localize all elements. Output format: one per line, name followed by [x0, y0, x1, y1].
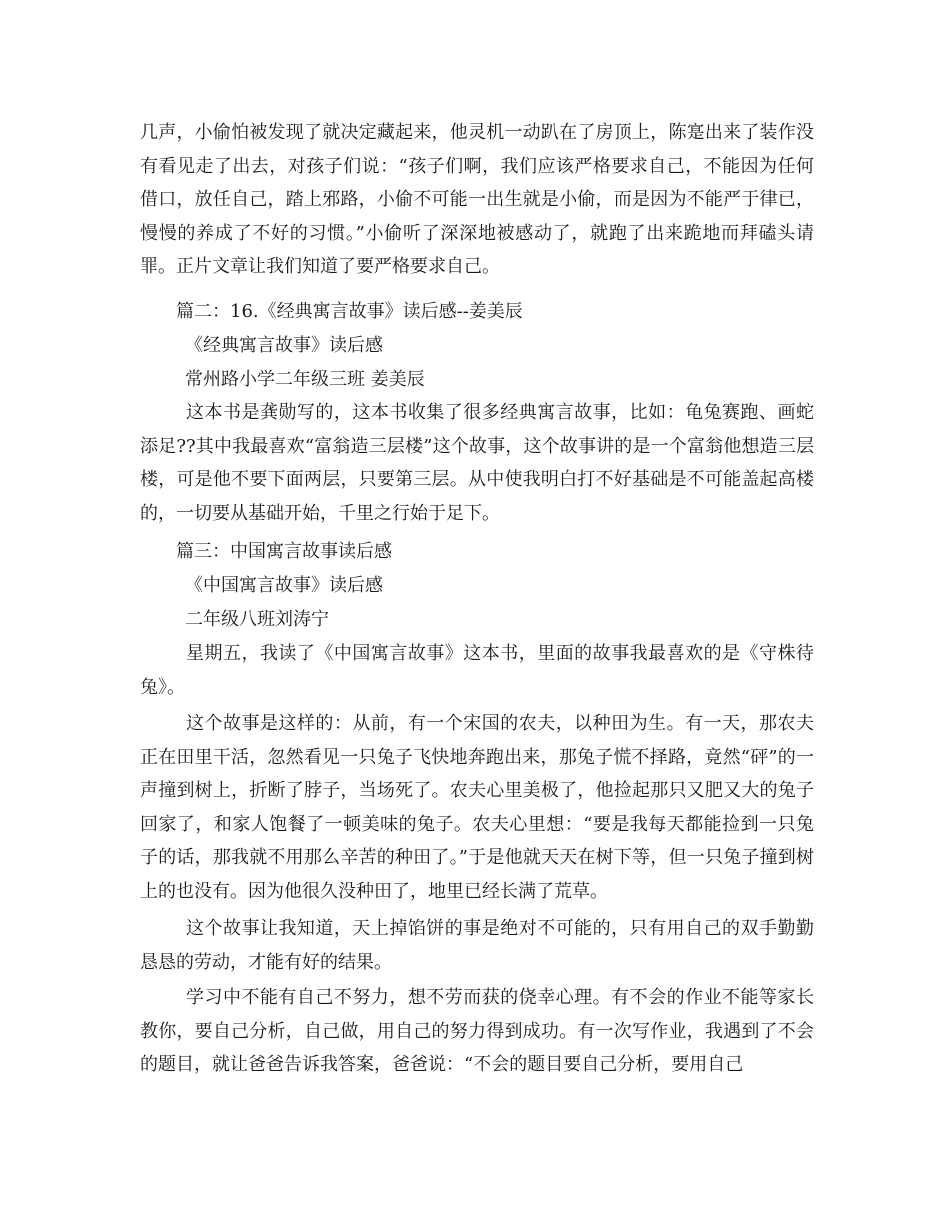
article-author: 常州路小学二年级三班 姜美辰	[185, 369, 425, 390]
body-paragraph: 这个故事是这样的：从前，有一个宋国的农夫，以种田为生。有一天，那农夫正在田里干活，忽然看见一只兔子飞快地奔跑出来，那兔子慌不择路，竟然“砰”的一声撞到树上，折断了脖子，当场死了。农夫心里美极了，他捡起那只又肥又大的兔子回家了，和家人饱餐了一顿美味的兔子。农夫心里想：“要是我每天都能捡到一只兔子的话，那我就不用那么辛苦的种田了。”于是他就天天在树下等，但一只兔子撞到树上的也没有。因为他很久没种田了，地里已经长满了荒草。	[140, 713, 814, 902]
section-heading: 篇二：16.《经典寓言故事》读后感--姜美辰	[176, 301, 523, 322]
body-paragraph: 学习中不能有自己不努力，想不劳而获的侥幸心理。有不会的作业不能等家长教你，要自己分析，自己做，用自己的努力得到成功。有一次写作业，我遇到了不会的题目，就让爸爸告诉我答案，爸爸说：“不会的题目要自己分析，要用自己	[140, 987, 814, 1075]
continuation-paragraph: 几声，小偷怕被发现了就决定藏起来，他灵机一动趴在了房顶上，陈寔出来了装作没有看见走了出去，对孩子们说：“孩子们啊，我们应该严格要求自己，不能因为任何借口，放任自己，踏上邪路，小偷不可能一出生就是小偷，而是因为不能严于律已，慢慢的养成了不好的习惯。”小偷听了深深地被感动了，就跑了出来跪地而拜磕头请罪。正片文章让我们知道了要严格要求自己。	[140, 122, 814, 277]
body-paragraph: 这本书是龚勋写的，这本书收集了很多经典寓言故事，比如：龟兔赛跑、画蛇添足??其中我最喜欢“富翁造三层楼”这个故事，这个故事讲的是一个富翁他想造三层楼，可是他不要下面两层，只要第三层。从中使我明白打不好基础是不可能盖起高楼的，一切要从基础开始，千里之行始于足下。	[140, 402, 814, 524]
article-title: 《中国寓言故事》读后感	[185, 575, 383, 596]
article-author: 二年级八班刘涛宁	[185, 609, 329, 630]
article-title: 《经典寓言故事》读后感	[185, 335, 383, 356]
body-paragraph: 这个故事让我知道，天上掉馅饼的事是绝对不可能的，只有用自己的双手勤勤恳恳的劳动，才能有好的结果。	[140, 918, 814, 973]
section-heading: 篇三：中国寓言故事读后感	[176, 541, 392, 562]
body-paragraph: 星期五，我读了《中国寓言故事》这本书，里面的故事我最喜欢的是《守株待兔》。	[140, 643, 814, 698]
